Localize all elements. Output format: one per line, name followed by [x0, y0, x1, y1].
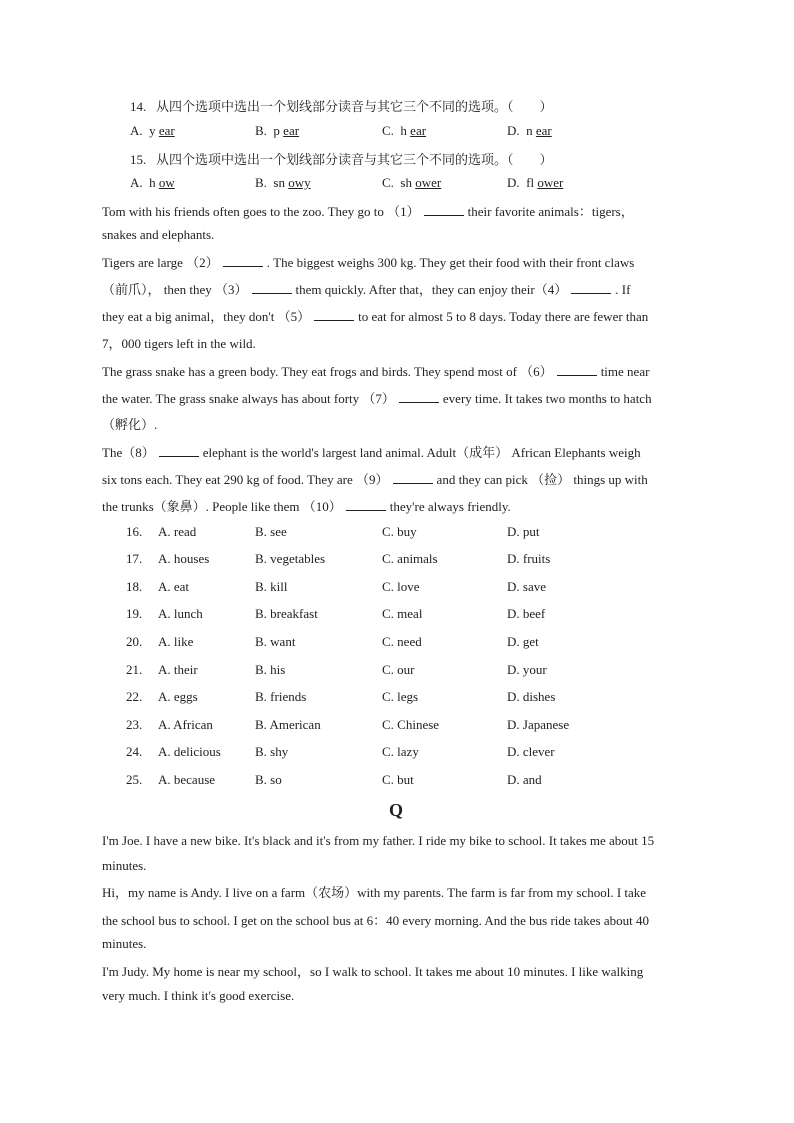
question-14-options	[130, 123, 730, 141]
option-b: B. sn owy	[255, 175, 311, 190]
option-d: D. fl ower	[507, 175, 564, 190]
choice-row: 18. A. eat B. kill C. love D. save	[126, 579, 546, 594]
question-15	[130, 149, 553, 168]
passage-line: The（8） elephant is the world's largest land animal. Adult（成年） African Elephants weigh	[102, 445, 641, 460]
passage-line: The grass snake has a green body. They eat frogs and birds. They spend most of （6） time near	[102, 364, 650, 379]
question-14	[130, 96, 553, 115]
choice-row: 24. A. delicious B. shy C. lazy D. clever	[126, 744, 555, 759]
choice-row: 16. A. read B. see C. buy D. put	[126, 524, 540, 539]
section-mark: Q	[389, 800, 404, 820]
passage-line: they eat a big animal，they don't （5） to eat for almost 5 to 8 days. Today there are fewer than	[102, 309, 649, 324]
passage-line: Tom with his friends often goes to the zoo. They go to （1） their favorite animals：tigers，	[102, 204, 634, 219]
question-15-options	[130, 175, 730, 193]
passage-line: 7，000 tigers left in the wild.	[102, 336, 256, 351]
passage-line: the trunks（象鼻）. People like them （10） they're always friendly.	[102, 499, 511, 514]
question-stem: 从四个选项中选出一个划线部分读音与其它三个不同的选项。（ ）	[156, 99, 553, 114]
passage-line: （孵化）.	[102, 417, 158, 432]
reading-line: I'm Joe. I have a new bike. It's black and it's from my father. I ride my bike to school. It takes me about 15	[102, 833, 655, 848]
reading-line: I'm Judy. My home is near my school，so I walk to school. It takes me about 10 minutes. I like walking	[102, 964, 644, 979]
reading-line: minutes.	[102, 936, 147, 951]
question-number: 14.	[130, 99, 147, 114]
reading-line: the school bus to school. I get on the school bus at 6：40 every morning. And the bus ride takes about 40	[102, 913, 649, 928]
passage-line: the water. The grass snake always has about forty （7） every time. It takes two months to hatch	[102, 391, 652, 406]
blank-6	[557, 364, 597, 376]
blank-1	[424, 204, 464, 216]
blank-10	[346, 499, 386, 511]
reading-line: very much. I think it's good exercise.	[102, 988, 295, 1003]
option-a: A. y ear	[130, 123, 175, 138]
option-b: B. p ear	[255, 123, 300, 138]
blank-5	[314, 309, 354, 321]
choice-row: 22. A. eggs B. friends C. legs D. dishes	[126, 689, 556, 704]
question-number: 15.	[130, 152, 147, 167]
option-c: C. sh ower	[382, 175, 442, 190]
choice-row: 17. A. houses B. vegetables C. animals D. fruits	[126, 551, 551, 566]
blank-8	[159, 445, 199, 457]
blank-2	[223, 255, 263, 267]
choice-row: 19. A. lunch B. breakfast C. meal D. beef	[126, 606, 546, 621]
choice-row: 23. A. African B. American C. Chinese D. Japanese	[126, 717, 570, 732]
reading-line: minutes.	[102, 858, 147, 873]
reading-line: Hi，my name is Andy. I live on a farm（农场）with my parents. The farm is far from my school. I take	[102, 885, 647, 900]
blank-7	[399, 391, 439, 403]
option-a: A. h ow	[130, 175, 175, 190]
option-d: D. n ear	[507, 123, 552, 138]
passage-line: six tons each. They eat 290 kg of food. They are （9） and they can pick （捡） things up with	[102, 472, 648, 487]
passage-line: snakes and elephants.	[102, 227, 215, 242]
choice-row: 20. A. like B. want C. need D. get	[126, 634, 539, 649]
passage-line: （前爪）， then they （3） them quickly. After that，they can enjoy their（4） . If	[102, 282, 631, 297]
blank-4	[571, 282, 611, 294]
choice-row: 25. A. because B. so C. but D. and	[126, 772, 542, 787]
passage-line: Tigers are large （2） . The biggest weighs 300 kg. They get their food with their front claws	[102, 255, 635, 270]
option-c: C. h ear	[382, 123, 427, 138]
blank-3	[252, 282, 292, 294]
question-stem: 从四个选项中选出一个划线部分读音与其它三个不同的选项。（ ）	[156, 152, 553, 167]
blank-9	[393, 472, 433, 484]
choice-row: 21. A. their B. his C. our D. your	[126, 662, 547, 677]
